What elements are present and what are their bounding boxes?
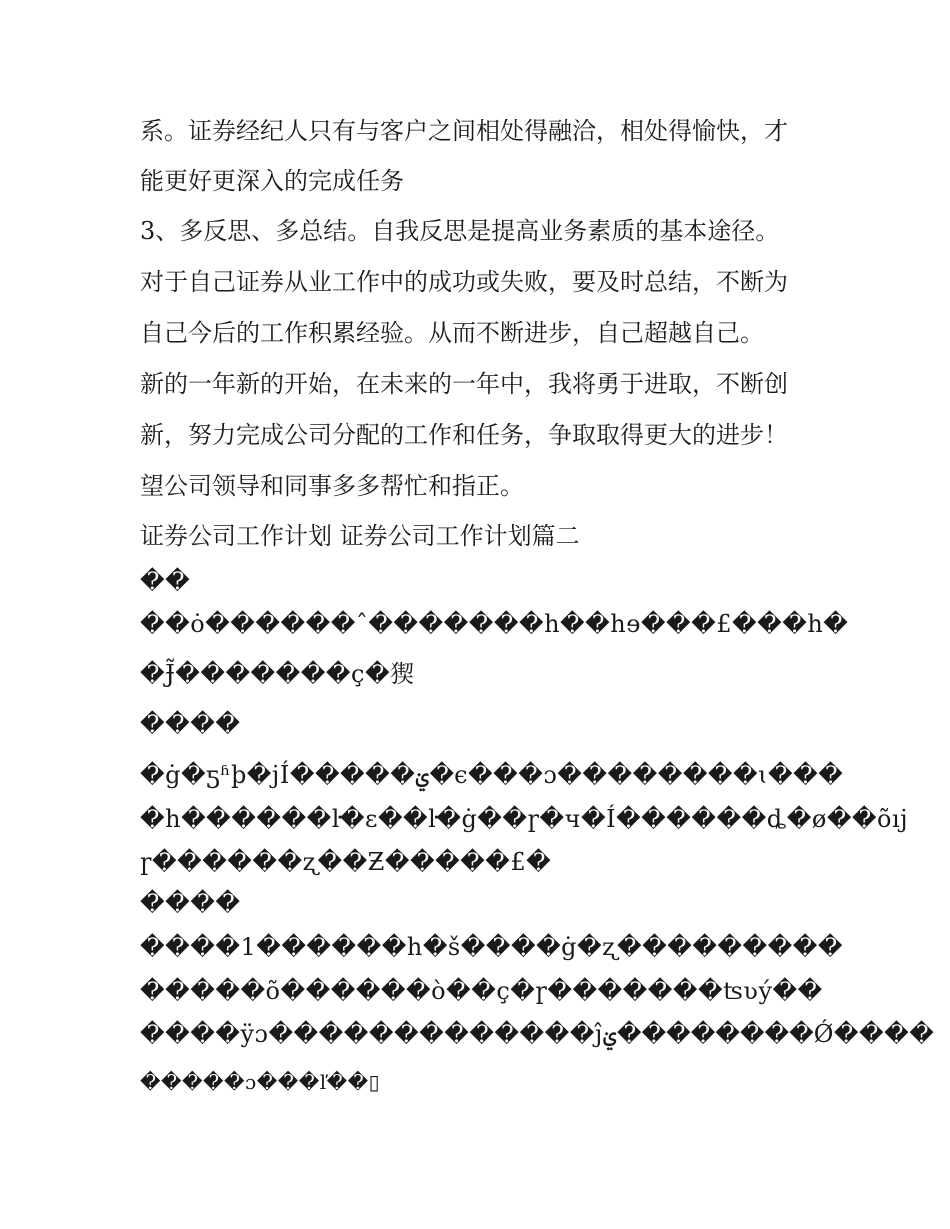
garbled-line-5: �ġ�ƽʱþ�jÍ�����ࢩ�ϵ���ɔ��������ɩ���: [140, 761, 844, 789]
text-line-7: 新，努力完成公司分配的工作和任务，争取取得更大的进步！: [140, 421, 788, 449]
garbled-line-4: ����: [140, 710, 241, 738]
text-line-1: 系。证券经纪人只有与客户之间相处得融洽，相处得愉快，才: [140, 117, 788, 145]
garbled-line-8: ����: [140, 889, 241, 917]
text-line-8: 望公司领导和同事多多帮忙和指正。: [140, 472, 524, 500]
text-line-6: 新的一年新的开始，在未来的一年中，我将勇于进取，不断创: [140, 370, 788, 398]
text-line-5: 自己今后的工作积累经验。从而不断进步，自己超越自己。: [140, 319, 764, 347]
garbled-line-6: �h������ŀ�ɛ��ŀ�ġ��ɼ�ч�Í������ȡ�ø��õıj: [140, 805, 909, 833]
text-line-3: 3、多反思、多总结。自我反思是提高业务素质的基本途径。: [140, 217, 780, 245]
text-line-2: 能更好更深入的完成任务: [140, 167, 404, 195]
garbled-line-11: ����ÿɔ�������������ĵࢩ��������Ǿ����: [140, 1020, 935, 1048]
garbled-line-9: ����1������h�š����ġ�ʐ���������: [140, 933, 843, 961]
section-heading: 证券公司工作计划 证券公司工作计划篇二: [140, 522, 580, 550]
garbled-line-2: ��ȯ������ˆ�������h��hɘ���£���h�: [140, 610, 849, 638]
text-line-4: 对于自己证券从业工作中的成功或失败，要及时总结，不断为: [140, 268, 788, 296]
garbled-line-10: �����õ������ò��ç�ɼ�������ʦʋý��: [140, 977, 823, 1005]
garbled-line-12: �����ɔ���ľ��▯: [140, 1070, 381, 1094]
garbled-line-7: ɼ������ʐ��Ƶ�����£�: [140, 848, 552, 876]
garbled-line-1: ��: [140, 567, 191, 595]
garbled-line-3: �Ɉ̃�������ç�猰: [140, 660, 415, 688]
